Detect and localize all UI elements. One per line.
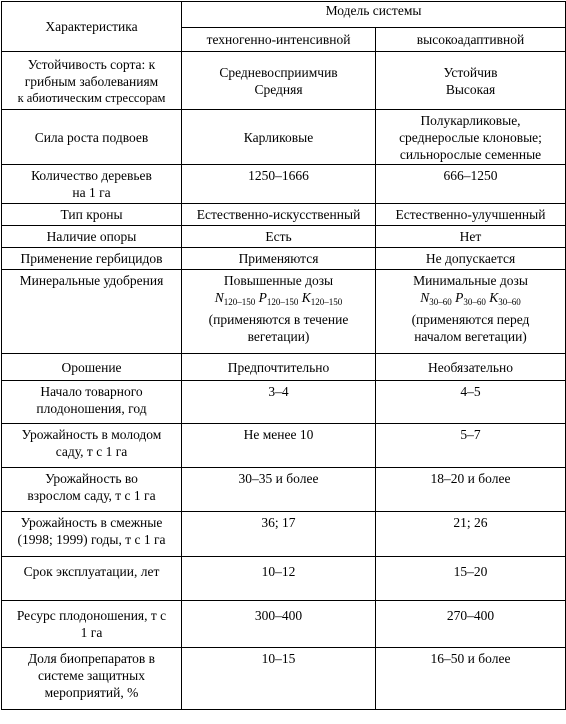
row-value-adaptive: Естественно-улучшенный — [376, 204, 566, 226]
row-value-adaptive: Устойчив Высокая — [376, 52, 566, 110]
row-value-adaptive: 666–1250 — [376, 165, 566, 204]
row-value-technogenic: Есть — [182, 226, 376, 248]
row-value-technogenic: Предпочтительно — [182, 354, 376, 381]
table-row — [2, 110, 566, 165]
row-label: Урожайность в смежные (1998; 1999) годы, т с 1 га — [2, 512, 182, 557]
table-row — [2, 557, 566, 601]
table-row — [2, 270, 566, 354]
row-label: Начало товарного плодоношения, год — [2, 381, 182, 424]
table-row — [2, 52, 566, 110]
row-value-technogenic: 10–15 — [182, 648, 376, 710]
row-value-technogenic: 30–35 и более — [182, 468, 376, 512]
row-value-technogenic: Повышенные дозы $N_{120-150}$ $P_{120-150}$ $K_{120-150}$ (применяются в течение вегетации) — [182, 270, 376, 354]
row-value-adaptive: 16–50 и более — [376, 648, 566, 710]
row-label: Тип кроны — [2, 204, 182, 226]
row-label: Сила роста подвоев — [2, 110, 182, 165]
row-label: Устойчивость сорта: к грибным заболеваниям к абиотическим стрессорам — [2, 52, 182, 110]
row-value-technogenic: 1250–1666 — [182, 165, 376, 204]
row-value-adaptive: 270–400 — [376, 601, 566, 648]
row-value-adaptive: Полукарликовые, среднерослые клоновые; сильнорослые семенные — [376, 110, 566, 165]
row-label: Урожайность во взрослом саду, т с 1 га — [2, 468, 182, 512]
header-col-highly-adaptive: высокоадаптивной — [376, 28, 566, 52]
row-value-adaptive: 4–5 — [376, 381, 566, 424]
row-value-technogenic: Карликовые — [182, 110, 376, 165]
row-value-technogenic: 300–400 — [182, 601, 376, 648]
table-row — [2, 204, 566, 226]
row-value-adaptive: Нет — [376, 226, 566, 248]
row-value-technogenic: 10–12 — [182, 557, 376, 601]
table-row — [2, 648, 566, 710]
row-value-adaptive: 21; 26 — [376, 512, 566, 557]
row-value-technogenic: Естественно-искусственный — [182, 204, 376, 226]
row-value-adaptive: Не допускается — [376, 248, 566, 270]
table-row — [2, 165, 566, 204]
row-label: Орошение — [2, 354, 182, 381]
header-system-model: Модель системы — [182, 2, 566, 28]
row-label: Наличие опоры — [2, 226, 182, 248]
npk-formula: $N_{120-150}$ $P_{120-150}$ $K_{120-150}$ — [214, 290, 343, 307]
npk-formula: $N_{30-60}$ $P_{30-60}$ $K_{30-60}$ — [420, 290, 521, 307]
row-label: Срок эксплуатации, лет — [2, 557, 182, 601]
row-value-technogenic: Применяются — [182, 248, 376, 270]
table-row — [2, 354, 566, 381]
table-row — [2, 512, 566, 557]
row-label: Количество деревьев на 1 га — [2, 165, 182, 204]
row-value-technogenic: Не менее 10 — [182, 424, 376, 468]
row-label: Ресурс плодоношения, т с 1 га — [2, 601, 182, 648]
row-label: Минеральные удобрения — [2, 270, 182, 354]
row-value-adaptive: Минимальные дозы $N_{30-60}$ $P_{30-60}$ $K_{30-60}$ (применяются перед началом вегетации) — [376, 270, 566, 354]
table-row — [2, 226, 566, 248]
row-label: Доля биопрепаратов в системе защитных мероприятий, % — [2, 648, 182, 710]
row-label: Урожайность в молодом саду, т с 1 га — [2, 424, 182, 468]
table-row — [2, 248, 566, 270]
row-value-adaptive: Необязательно — [376, 354, 566, 381]
table-row — [2, 468, 566, 512]
row-value-adaptive: 15–20 — [376, 557, 566, 601]
row-value-technogenic: 3–4 — [182, 381, 376, 424]
table-row — [2, 601, 566, 648]
row-value-technogenic: Средневосприимчив Средняя — [182, 52, 376, 110]
comparison-table — [1, 1, 566, 710]
header-col-technogenic: техногенно-интенсивной — [182, 28, 376, 52]
header-characteristic: Характеристика — [2, 2, 182, 52]
row-value-adaptive: 18–20 и более — [376, 468, 566, 512]
table-row — [2, 424, 566, 468]
table-row — [2, 381, 566, 424]
row-value-technogenic: 36; 17 — [182, 512, 376, 557]
row-value-adaptive: 5–7 — [376, 424, 566, 468]
row-label: Применение гербицидов — [2, 248, 182, 270]
